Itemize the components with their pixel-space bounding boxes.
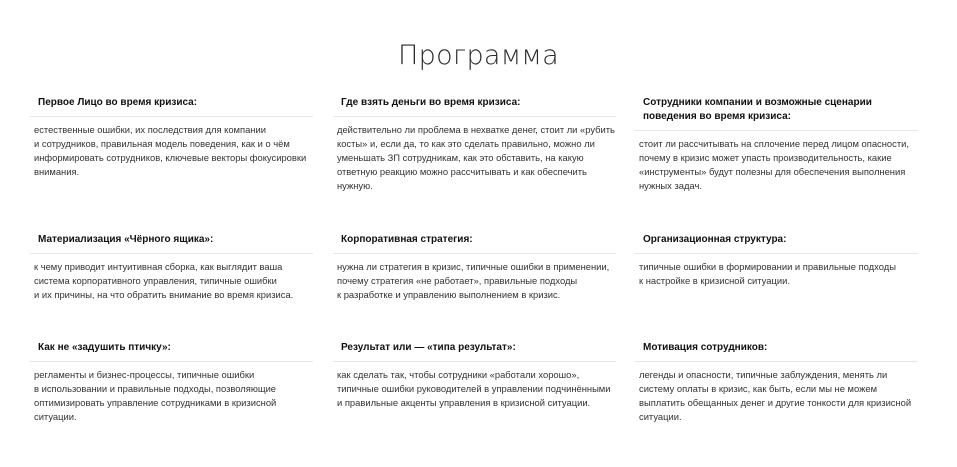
page-title: Программа (398, 40, 559, 72)
program-card-result (333, 341, 616, 410)
program-card-black-box (30, 233, 313, 302)
program-card-bird (30, 341, 313, 424)
program-card-money (333, 96, 616, 193)
card-description: стоит ли рассчитывать на сплочение перед лицом опасности, почему в кризис может упасть производительность, какие «инструменты» будут полезны для обеспечения выполнения нужных задач. (639, 138, 909, 191)
card-title: Сотрудники компании и возможные сценарии поведения во время кризиса: (643, 97, 872, 122)
card-description: как сделать так, чтобы сотрудники «работали хорошо», типичные ошибки руководителей в управлении подчинёнными и правильные акценты управления в кризисной ситуации. (337, 369, 611, 408)
card-description: нужна ли стратегия в кризис, типичные ошибки в применении, почему стратегия «не работает», правильные подходы к разработке и управлению выполнением в кризис. (337, 261, 610, 300)
program-card-first-person (30, 96, 313, 179)
card-description: регламенты и бизнес-процессы, типичные ошибки в использовании и правильные подходы, позволяющие оптимизировать управление сотрудниками в кризисной ситуации. (34, 369, 277, 422)
card-description: действительно ли проблема в нехватке денег, стоит ли «рубить косты» и, если да, то как это сделать правильно, можно ли уменьшать ЗП сотрудникам, как это обставить, на какую ответную реакцию можно рассчитывать и как обеспечить нужную. (337, 124, 615, 191)
card-title: Мотивация сотрудников: (643, 342, 768, 353)
card-title: Где взять деньги во время кризиса: (341, 97, 521, 108)
program-card-strategy (333, 233, 616, 302)
card-description: легенды и опасности, типичные заблуждения, менять ли систему оплаты в кризис, как быть, если мы не можем выплатить обещанных денег и другие тонкости для кризисной ситуации. (639, 369, 912, 422)
program-card-motivation (635, 341, 918, 424)
card-title: Материализация «Чёрного ящика»: (38, 234, 214, 245)
card-title: Организационная структура: (643, 234, 787, 245)
program-card-employees (635, 96, 918, 193)
card-title: Как не «задушить птичку»: (38, 342, 171, 353)
card-description: к чему приводит интуитивная сборка, как выглядит ваша система корпоративного управления, типичные ошибки и их причины, на что обратить внимание во время кризиса. (34, 261, 294, 300)
program-card-org-structure (635, 233, 918, 288)
card-title: Результат или — «типа результат»: (341, 342, 516, 353)
card-title: Первое Лицо во время кризиса: (38, 97, 198, 108)
card-description: типичные ошибки в формировании и правильные подходы к настройке в кризисной ситуации. (639, 261, 896, 286)
card-title: Корпоративная стратегия: (341, 234, 473, 245)
card-description: естественные ошибки, их последствия для компании и сотрудников, правильная модель поведения, как и о чём информировать сотрудников, ключевые векторы фокусировки внимания. (34, 124, 307, 177)
